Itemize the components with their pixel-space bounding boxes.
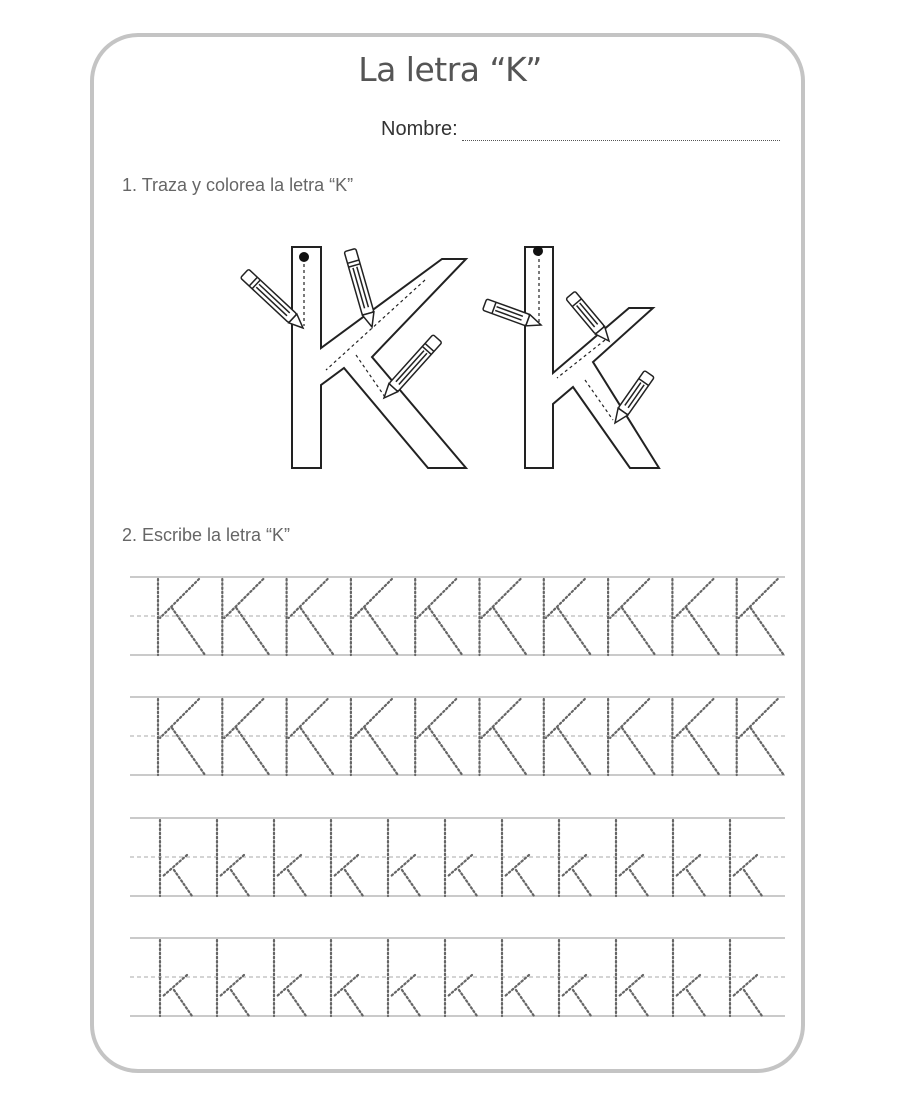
section1-instruction: 1. Traza y colorea la letra “K” [122, 175, 354, 195]
name-label: Nombre: [381, 118, 458, 140]
page-title: La letra “K” [358, 50, 542, 89]
section2-instruction: 2. Escribe la letra “K” [122, 525, 291, 545]
